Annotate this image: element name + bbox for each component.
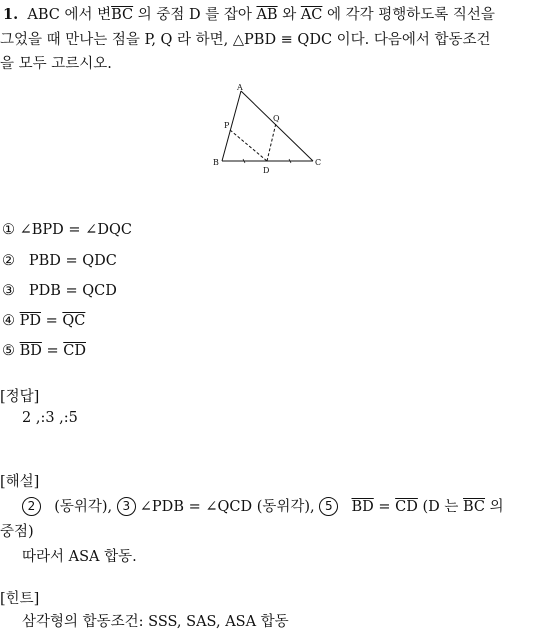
choice-text: $\overline{CD}$ [63,343,86,359]
side-ac [241,91,313,161]
question-text: 의 중점 D 를 잡아 [133,7,257,23]
explanation-text: $\overline{BC}$ [463,499,486,515]
circled-number: 2 [22,497,41,516]
choice-text: = [41,313,63,329]
explanation-line-2: 중점) [0,524,34,540]
hint-heading: [힌트] [0,591,40,607]
question-line-1 [3,3,495,24]
explanation-text: (D 는 [417,499,463,515]
label-p: P [224,121,230,130]
label-d: D [263,166,270,175]
choice-text: $\overline{PD}$ [19,313,41,329]
choice-2[interactable] [2,253,117,269]
label-c: C [315,158,322,167]
segment-bc: $\overline{BC}$ [111,7,134,23]
choice-mark: ④ [2,313,15,329]
question-text: ABC 에서 변 [27,7,112,23]
circled-number: 5 [319,497,338,516]
choice-1[interactable] [2,222,132,238]
explanation-text: ∠PDB = ∠QCD (동위각), [139,499,315,515]
segment-pd [230,130,267,161]
label-a: A [237,83,243,92]
choice-text: $\overline{QC}$ [62,313,86,329]
explanation-text: = [373,499,396,515]
choice-3[interactable] [2,283,117,299]
answer-value: 2 ,:3 ,:5 [22,410,78,426]
question-line-3: 을 모두 고르시오. [0,56,112,72]
explanation-text: $\overline{BD}$ [351,499,374,515]
explanation-line-1 [22,495,504,516]
triangle-figure [205,80,330,180]
choice-mark: ① [2,222,15,238]
explanation-heading: [해설] [0,474,40,490]
segment-ac: $\overline{AC}$ [300,7,323,23]
answer-heading: [정답] [0,389,40,405]
circled-number: 3 [117,497,136,516]
question-number: 1. [3,6,19,23]
hint-text: 삼각형의 합동조건: SSS, SAS, ASA 합동 [22,614,289,630]
choice-text: $\overline{BD}$ [19,343,42,359]
explanation-text: $\overline{CD}$ [395,499,418,515]
choice-4[interactable] [2,313,85,329]
choice-5[interactable] [2,343,86,359]
choice-mark: ② [2,253,15,269]
question-line-2: 그었을 때 만나는 점을 P, Q 라 하면, △PBD ≡ QDC 이다. 다음에서 합동조건 [0,32,491,48]
choice-mark: ⑤ [2,343,15,359]
choice-mark: ③ [2,283,15,299]
choice-text: ∠BPD = ∠DQC [19,222,132,238]
explanation-text: 의 [485,499,504,515]
choice-text: = [41,343,64,359]
question-text: 와 [277,7,301,23]
label-b: B [213,158,219,167]
explanation-line-3: 따라서 ASA 합동. [22,549,137,565]
question-text: 에 각각 평행하도록 직선을 [322,7,495,23]
choice-text: PBD = QDC [28,253,117,269]
explanation-text: (동위각), [54,499,113,515]
choice-text: PDB = QCD [28,283,117,299]
label-q: Q [273,114,280,123]
segment-dq [267,123,276,161]
segment-ab: $\overline{AB}$ [256,7,278,23]
